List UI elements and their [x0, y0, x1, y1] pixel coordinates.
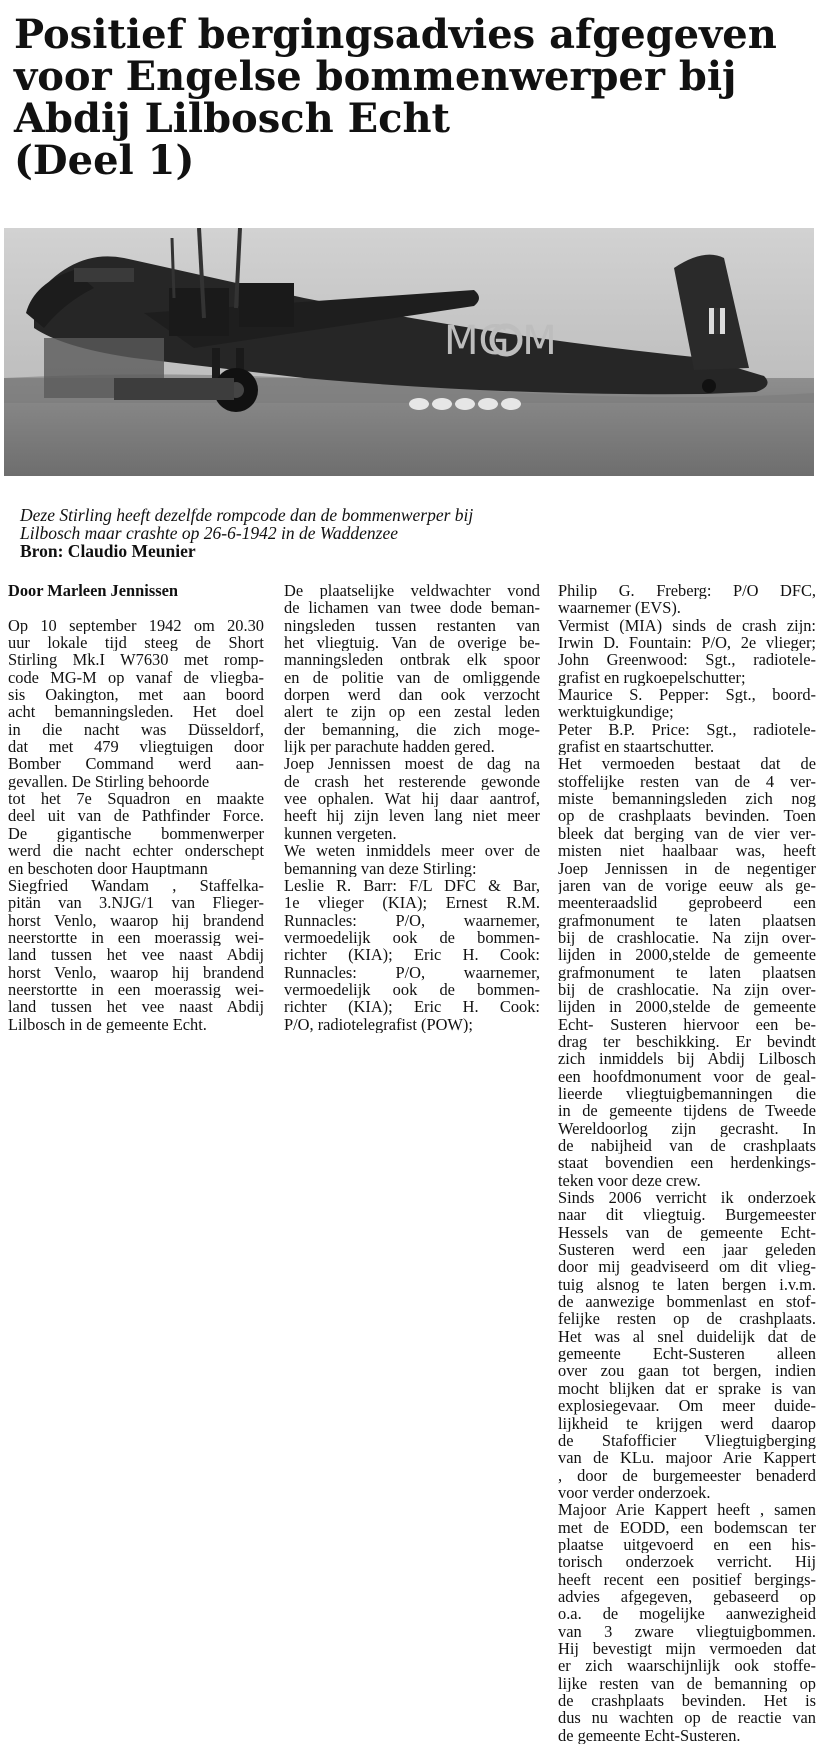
text-line: 1e vlieger (KIA); Ernest R.M. — [284, 894, 540, 912]
text-line: land tussen het vee naast Abdij — [8, 998, 264, 1016]
text-line: Hij bevestigt mijn vermoeden dat — [558, 1639, 816, 1658]
text-line: bij de crashlocatie. Na zijn over- — [558, 928, 816, 947]
text-line: de gemeente Echt-Susteren. — [558, 1726, 741, 1745]
text-line: Het was al snel duidelijk dat de — [558, 1327, 816, 1346]
text-line: het vliegtuig. Van de overige be- — [284, 634, 540, 652]
text-line: advies afgegeven, gebaseerd op — [558, 1587, 816, 1606]
stirling-bomber-photo — [4, 228, 814, 476]
text-line: horst Venlo, waarop hij brandend — [8, 963, 264, 981]
text-line: in de gemeente tijdens de Tweede — [558, 1102, 816, 1120]
text-line: de Stafofficier Vliegtuigberging — [558, 1431, 816, 1450]
text-line: alert te zijn op een zestal leden — [284, 703, 540, 721]
text-line: miste bemanningsleden zich nog — [558, 790, 816, 808]
text-line: lijke resten van de bemanning op — [558, 1674, 816, 1692]
text-line: in die nacht was Düsseldorf, — [8, 720, 264, 739]
text-line: gevallen. De Stirling behoorde — [8, 772, 210, 791]
caption-line: Lilbosch maar crashte op 26-6-1942 in de Waddenzee — [20, 523, 398, 543]
text-line: zich inmiddels bij Abdij Lilbosch — [558, 1050, 816, 1068]
text-line: Joep Jennissen moest de dag na — [284, 755, 540, 773]
text-line: misten niet haalbaar was, heeft — [558, 842, 816, 860]
text-line: heeft hij zijn leven lang niet meer — [284, 807, 540, 825]
text-line: De gigantische bommenwerper — [8, 824, 264, 843]
text-line: Bomber Command werd aan- — [8, 755, 264, 773]
text-line: stoffelijke resten van de 4 ver- — [558, 772, 816, 791]
text-line: land tussen het vee naast Abdij — [8, 946, 264, 964]
text-line: grafmonument te laten plaatsen — [558, 963, 816, 981]
text-line: De plaatselijke veldwachter vond — [284, 582, 540, 600]
text-line: Sinds 2006 verricht ik onderzoek — [558, 1189, 816, 1207]
text-line: werd die nacht echter onderschept — [8, 842, 264, 860]
text-line: naar dit vliegtuig. Burgemeester — [558, 1206, 816, 1224]
text-line: werktuigkundige; — [558, 703, 674, 721]
text-line: Peter B.P. Price: Sgt., radiotele- — [558, 720, 816, 739]
text-line: acht bemanningsleden. Het doel — [8, 703, 264, 721]
text-line: Echt- Susteren hiervoor een be- — [558, 1015, 816, 1033]
text-line: dat met 479 vliegtuigen door — [8, 738, 264, 756]
text-line: over zou gaan tot bergen, indien — [558, 1362, 816, 1380]
text-line: Op 10 september 1942 om 20.30 — [8, 616, 264, 635]
text-line: mocht blijken dat er sprake is van — [558, 1379, 816, 1398]
text-line: deel uit van de Pathfinder Force. — [8, 807, 264, 825]
text-line: horst Venlo, waarop hij brandend — [8, 911, 264, 929]
text-line: vermoedelijk ook de bommen- — [284, 980, 540, 999]
text-line: manningsleden ontbrak elk spoor — [284, 651, 540, 669]
text-line: der bemanning, die zich moge- — [284, 720, 540, 739]
text-line: code MG-M op vanaf de vliegba- — [8, 668, 264, 687]
text-line: op de crashplaats bevinden. Toen — [558, 807, 816, 825]
text-line: dorpen werd dan ook verzocht — [284, 686, 540, 704]
text-line: richter (KIA); Eric H. Cook: — [284, 946, 540, 964]
text-line: van 3 zware vliegtuigbommen. — [558, 1622, 816, 1640]
text-line: jaren van de vorige eeuw als ge- — [558, 876, 816, 895]
text-line: tuig alsnog te laten bergen i.v.m. — [558, 1275, 816, 1294]
text-line: neerstortte in een moerassig wei- — [8, 928, 264, 947]
text-line: Vermist (MIA) sinds de crash zijn: — [558, 616, 816, 635]
text-line: lijk per parachute hadden gered. — [284, 738, 495, 756]
text-line: drag ter beschikking. Er bevindt — [558, 1032, 816, 1051]
text-line: o.a. de mogelijke aanwezigheid — [558, 1605, 816, 1623]
text-line: Joep Jennissen in de negentiger — [558, 859, 816, 877]
headline-line: Positief bergingsadvies afgegeven — [14, 11, 777, 58]
text-line: heeft recent een positief bergings- — [558, 1570, 816, 1588]
text-line: kunnen vergeten. — [284, 824, 397, 843]
text-line: Siegfried Wandam , Staffelka- — [8, 876, 264, 895]
caption-line: Deze Stirling heeft dezelfde rompcode dan de bommenwerper bij — [20, 505, 474, 525]
text-line: Runnacles: P/O, waarnemer, — [284, 911, 540, 929]
text-line: grafmonument te laten plaatsen — [558, 911, 816, 929]
text-line: felijke resten op de crashplaats. — [558, 1310, 816, 1328]
aircraft-photo — [4, 228, 814, 476]
text-line: lijden in 2000,stelde de gemeente — [558, 946, 816, 964]
text-line: van de KLu. majoor Arie Kappert — [558, 1449, 816, 1467]
text-line: Philip G. Freberg: P/O DFC, — [558, 582, 816, 600]
headline-line: (Deel 1) — [14, 137, 195, 184]
text-line: We weten inmiddels meer over de — [284, 842, 540, 860]
text-line: grafist en staartschutter. — [558, 738, 715, 756]
text-line: richter (KIA); Eric H. Cook: — [284, 998, 540, 1016]
article-column-3 — [558, 582, 816, 1744]
text-line: bij de crashlocatie. Na zijn over- — [558, 980, 816, 999]
text-line: door mij geadviseerd om dit vlieg- — [558, 1258, 816, 1276]
text-line: Maurice S. Pepper: Sgt., boord- — [558, 686, 816, 704]
article-byline: Door Marleen Jennissen — [8, 582, 178, 600]
text-line: P/O, radiotelegrafist (POW); — [284, 1015, 473, 1033]
text-line: neerstortte in een moerassig wei- — [8, 980, 264, 999]
text-line: dus nu wachten op de reactie van — [558, 1709, 816, 1727]
text-line: er zich waarschijnlijk ook stoffe- — [558, 1657, 816, 1675]
text-line: bleek dat berging van de vier ver- — [558, 824, 816, 843]
text-line: voor verder onderzoek. — [558, 1483, 711, 1502]
text-line: met de EODD, een bodemscan ter — [558, 1518, 816, 1536]
text-line: en de politie van de omliggende — [284, 668, 540, 687]
text-line: meenteraadslid geprobeerd een — [558, 894, 816, 912]
text-line: Runnacles: P/O, waarnemer, — [284, 963, 540, 981]
headline-line: voor Engelse bommenwerper bij — [14, 53, 737, 100]
text-line: Irwin D. Fountain: P/O, 2e vlieger; — [558, 634, 816, 652]
text-line: Leslie R. Barr: F/L DFC & Bar, — [284, 876, 540, 895]
text-line: Majoor Arie Kappert heeft , samen — [558, 1501, 816, 1519]
text-line: grafist en rugkoepelschutter; — [558, 668, 746, 687]
text-line: Stirling Mk.I W7630 met romp- — [8, 651, 264, 669]
text-line: tot het 7e Squadron en maakte — [8, 790, 264, 808]
text-line: de lichamen van twee dode beman- — [284, 599, 540, 617]
text-line: plaatse uitgevoerd en een his- — [558, 1535, 816, 1554]
text-line: de nabijheid van de crashplaats — [558, 1137, 816, 1155]
photo-caption — [20, 506, 810, 560]
text-line: de crashplaats bevinden. Het is — [558, 1692, 816, 1710]
headline-line: Abdij Lilbosch Echt — [14, 95, 451, 142]
text-line: uur lokale tijd steeg de Short — [8, 634, 264, 652]
text-line: explosiegevaar. Om meer duide- — [558, 1397, 816, 1415]
text-line: sis Oakington, met aan boord — [8, 686, 264, 704]
text-line: staat bovendien een herdenkings- — [558, 1154, 816, 1172]
text-line: waarnemer (EVS). — [558, 599, 681, 617]
text-line: , door de burgemeester benaderd — [558, 1466, 816, 1484]
text-line: ningsleden tussen restanten van — [284, 616, 540, 635]
photo-credit: Bron: Claudio Meunier — [20, 541, 196, 561]
text-line: pitän van 3.NJG/1 van Flieger- — [8, 894, 264, 912]
text-line: Hessels van de gemeente Echt- — [558, 1223, 816, 1242]
text-line: Lilbosch in de gemeente Echt. — [8, 1015, 207, 1033]
text-line: bemanning van deze Stirling: — [284, 859, 477, 877]
text-line: John Greenwood: Sgt., radiotele- — [558, 651, 816, 669]
text-line: lijkheid te krijgen werd daarop — [558, 1414, 816, 1432]
fuselage-code: MG M — [444, 318, 557, 364]
text-line: de aanwezige bommenlast en stof- — [558, 1293, 816, 1311]
text-line: Wereldoorlog zijn gecrasht. In — [558, 1119, 816, 1137]
paragraph-gap — [8, 599, 264, 616]
text-line: vee ophalen. Wat hij daar aantrof, — [284, 790, 540, 808]
article-headline — [14, 11, 814, 184]
text-line: Het vermoeden bestaat dat de — [558, 755, 816, 773]
text-line: Susteren werd een jaar geleden — [558, 1241, 816, 1259]
text-line: de crash het resterende gewonde — [284, 772, 540, 791]
text-line: lieerde vliegtuigbemanningen die — [558, 1084, 816, 1103]
text-line: en beschoten door Hauptmann — [8, 859, 208, 877]
text-line: lijden in 2000,stelde de gemeente — [558, 998, 816, 1016]
article-column-2 — [284, 582, 540, 1033]
text-line: teken voor deze crew. — [558, 1171, 701, 1190]
text-line: een hoofdmonument voor de geal- — [558, 1067, 816, 1085]
text-line: gemeente Echt-Susteren alleen — [558, 1345, 816, 1363]
text-line: torisch onderzoek verricht. Hij — [558, 1553, 816, 1571]
article-column-1 — [8, 582, 264, 1033]
text-line: vermoedelijk ook de bommen- — [284, 928, 540, 947]
